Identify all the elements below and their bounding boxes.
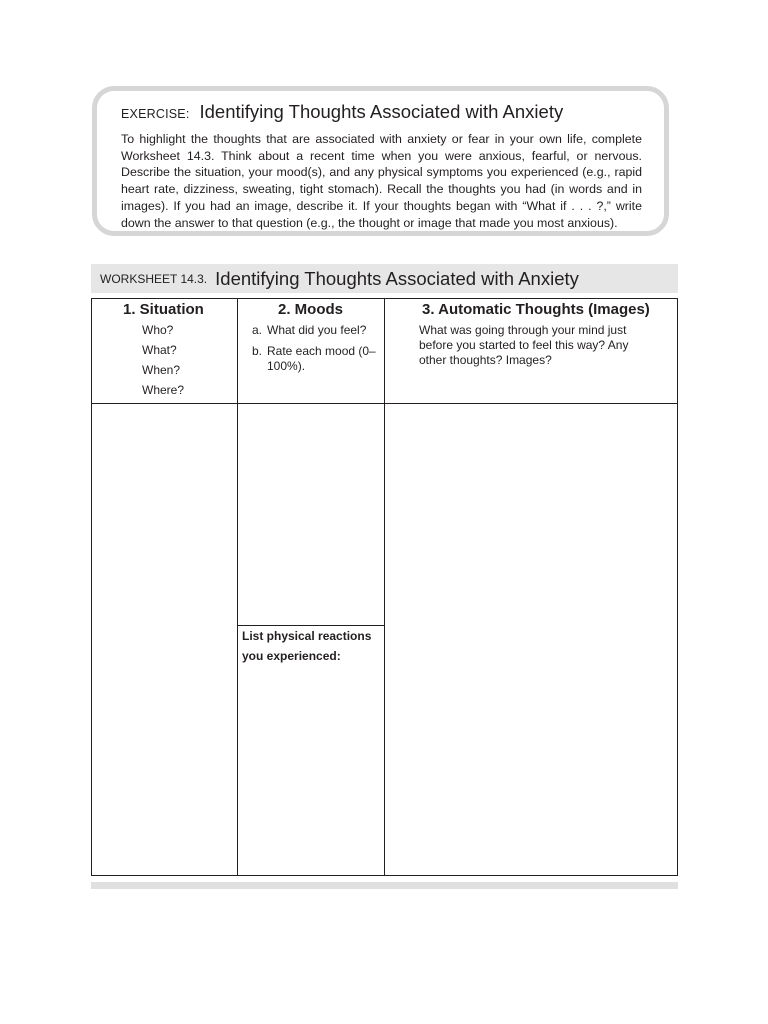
moods-prompt-rate <box>252 344 377 374</box>
bottom-rule <box>91 882 678 889</box>
header-row-divider <box>92 403 677 404</box>
column-divider <box>384 299 385 875</box>
moods-prompt-text: Rate each mood (0–100%). <box>267 344 376 373</box>
column-divider <box>237 299 238 875</box>
worksheet-header <box>91 264 678 293</box>
worksheet-table <box>91 298 678 876</box>
situation-prompt-who: Who? <box>142 323 174 337</box>
worksheet-kicker: WORKSHEET 14.3. <box>100 271 208 286</box>
situation-prompt-where: Where? <box>142 383 185 397</box>
moods-prompt-feel <box>252 323 377 338</box>
situation-prompt-when: When? <box>142 363 181 377</box>
moods-prompt-text: What did you feel? <box>267 323 367 337</box>
situation-answer-area[interactable] <box>93 405 236 873</box>
moods-prompts <box>252 323 377 374</box>
situation-column-heading: 1. Situation <box>123 301 204 318</box>
exercise-instructions: To highlight the thoughts that are associated with anxiety or fear in your own life, complete Worksheet 14.3. Think about a recent time when you were anxious, fearful, or nervous. Describe the situation, your mood(s), and any physical symptoms you experienced (e.g., rapid heart rate, dizziness, sweating, tight stomach). Recall the thoughts you had (in words and in images). If you had an image, describe it. If your thoughts began with “What if . . . ?,” write down the answer to that question (e.g., the thought or image that made you most anxious). <box>121 132 642 230</box>
physical-reactions-answer-area[interactable] <box>239 669 383 873</box>
exercise-title: Identifying Thoughts Associated with Anxiety <box>199 101 564 122</box>
exercise-box <box>92 86 669 236</box>
list-marker: b. <box>252 344 263 358</box>
worksheet-title: Identifying Thoughts Associated with Anxiety <box>215 267 579 289</box>
situation-prompt-what: What? <box>142 343 177 357</box>
thoughts-answer-area[interactable] <box>386 405 676 873</box>
exercise-kicker: EXERCISE: <box>121 107 190 121</box>
thoughts-column-heading: 3. Automatic Thoughts (Images) <box>422 301 650 318</box>
situation-prompts <box>142 320 184 400</box>
physical-reactions-label: List physical reactions you experienced: <box>242 629 372 663</box>
moods-column-heading: 2. Moods <box>278 301 344 318</box>
list-marker: a. <box>252 323 263 337</box>
moods-answer-area[interactable] <box>239 405 383 624</box>
exercise-heading <box>121 101 642 125</box>
thoughts-prompt: What was going through your mind just before you started to feel this way? Any other thoughts? Images? <box>419 323 629 367</box>
